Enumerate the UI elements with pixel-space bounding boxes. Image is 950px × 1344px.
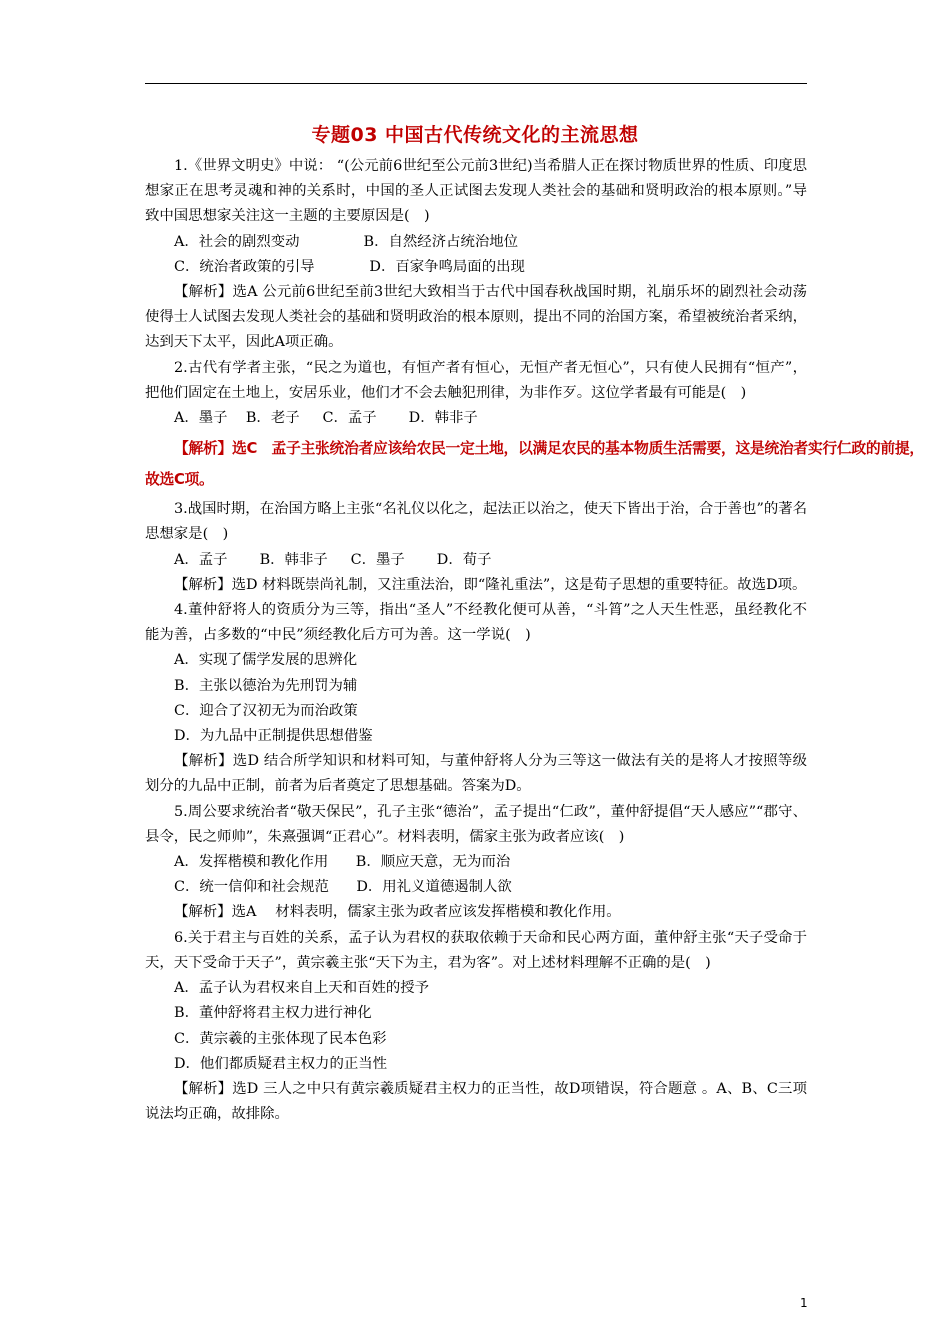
- question-6-analysis: 【解析】选D 三人之中只有黄宗羲质疑君主权力的正当性，故D项错误，符合题意 。A、B、C三项说法均正确，故排除。: [145, 1080, 807, 1123]
- question-5-stem: 5.周公要求统治者“敬天保民”，孔子主张“德治”，孟子提出“仁政”，董仲舒提倡“天人感应”“郡守、县令，民之师帅”，朱熹强调“正君心”。材料表明，儒家主张为政者应该( ): [145, 803, 807, 845]
- question-1-options-line-1: A．社会的剧烈变动 B．自然经济占统治地位: [174, 233, 519, 250]
- question-4-option-d: D．为九品中正制提供思想借鉴: [174, 728, 373, 745]
- question-4-stem: 4.董仲舒将人的资质分为三等，指出“圣人”不经教化便可从善，“斗筲”之人天生性恶，虽经教化不能为善，占多数的“中民”须经教化后方可为善。这一学说( ): [145, 602, 807, 644]
- question-6-option-a: A．孟子认为君权来自上天和百姓的授予: [174, 980, 430, 997]
- question-6-option-d: D．他们都质疑君主权力的正当性: [174, 1055, 388, 1072]
- question-3-stem: 3.战国时期，在治国方略上主张“名礼仪以化之，起法正以治之，使天下皆出于治，合于善也”的著名思想家是( ): [145, 501, 807, 543]
- page-title: 专题03 中国古代传统文化的主流思想: [311, 124, 639, 146]
- question-6-stem: 6.关于君主与百姓的关系，孟子认为君权的获取依赖于天命和民心两方面，董仲舒主张“天子受命于天，天下受命于天子”，黄宗羲主张“天下为主，君为客”。对上述材料理解不正确的是( ): [145, 929, 807, 971]
- question-4-option-c: C．迎合了汉初无为而治政策: [174, 702, 358, 719]
- question-3-options-line-1: A．孟子 B．韩非子 C．墨子 D．荀子: [174, 551, 492, 568]
- question-3-analysis: 【解析】选D 材料既崇尚礼制，又注重法治，即“隆礼重法”，这是荀子思想的重要特征。故选D项。: [174, 576, 807, 593]
- question-2-options-line-1: A．墨子 B．老子 C．孟子 D．韩非子: [174, 410, 478, 427]
- question-1-analysis: 【解析】选A 公元前6世纪至前3世纪大致相当于古代中国春秋战国时期，礼崩乐坏的剧烈社会动荡使得士人试图去发现人类社会的基础和贤明政治的根本原则，提出不同的治国方案，希望被统治者采纳，达到天下太平，因此A项正确。: [145, 284, 807, 351]
- question-6-option-b: B．董仲舒将君主权力进行神化: [174, 1005, 372, 1022]
- page-number: 1: [800, 1296, 808, 1310]
- header-rule: [145, 83, 807, 84]
- question-4-analysis: 【解析】选D 结合所学知识和材料可知，与董仲舒将人分为三等这一做法有关的是将人才按照等级划分的九品中正制，前者为后者奠定了思想基础。答案为D。: [145, 753, 807, 795]
- question-4-option-b: B．主张以德治为先刑罚为辅: [174, 677, 358, 694]
- question-2-stem: 2.古代有学者主张，“民之为道也，有恒产者有恒心，无恒产者无恒心”，只有使人民拥有“恒产”，把他们固定在土地上，安居乐业，他们才不会去触犯刑律，为非作歹。这位学者最有可能是( ): [145, 359, 807, 401]
- question-1-stem: 1.《世界文明史》中说： “(公元前6世纪至公元前3世纪)当希腊人正在探讨物质世界的性质、印度思想家正在思考灵魂和神的关系时，中国的圣人正试图去发现人类社会的基础和贤明政治的根本原则。”导致中国思想家关注这一主题的主要原因是( ): [145, 158, 807, 225]
- question-5-options-line-1: A．发挥楷模和教化作用 B．顺应天意，无为而治: [174, 854, 511, 871]
- question-5-options-line-2: C．统一信仰和社会规范 D．用礼义道德遏制人欲: [174, 879, 512, 896]
- question-1-options-line-2: C．统治者政策的引导 D．百家争鸣局面的出现: [174, 258, 525, 275]
- question-5-analysis: 【解析】选A 材料表明，儒家主张为政者应该发挥楷模和教化作用。: [174, 904, 621, 921]
- document-body: [145, 154, 924, 1127]
- question-4-option-a: A．实现了儒学发展的思辨化: [174, 652, 358, 669]
- question-6-option-c: C．黄宗羲的主张体现了民本色彩: [174, 1030, 387, 1047]
- question-2-analysis: 【解析】选C 孟子主张统治者应该给农民一定土地，以满足农民的基本物质生活需要，这是统治者实行仁政的前提，故选C项。: [145, 440, 924, 489]
